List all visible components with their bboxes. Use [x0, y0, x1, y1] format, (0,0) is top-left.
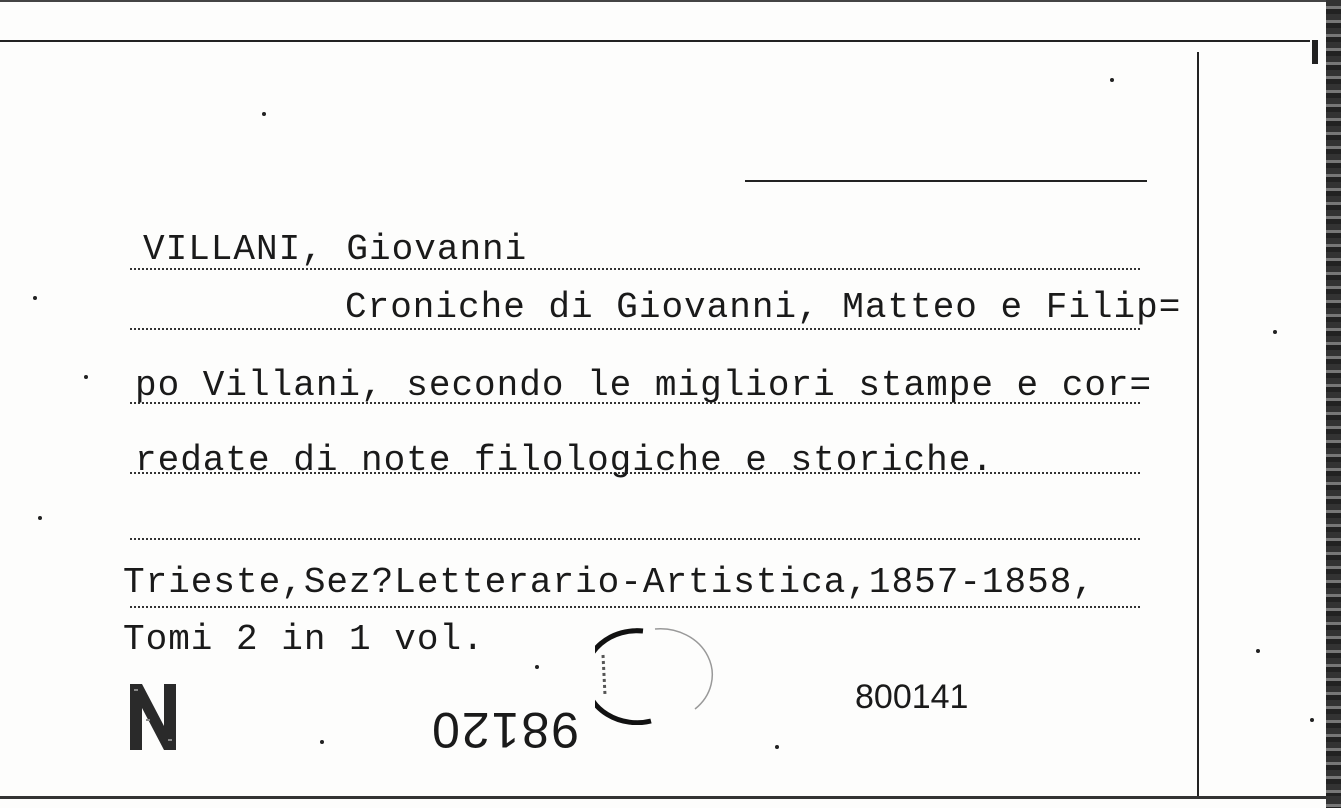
scan-edge-top [0, 0, 1341, 2]
scan-speck [84, 375, 88, 379]
scan-speck [1110, 78, 1114, 82]
imprint-line: Trieste,Sez?Letterario-Artistica,1857-1858, [123, 562, 1095, 603]
scan-speck [775, 745, 779, 749]
stamp-circle [595, 625, 715, 725]
card-corner-mark [1312, 40, 1318, 64]
stamp-letter-n [124, 680, 182, 752]
scan-speck [38, 516, 42, 520]
scan-edge-bottom [0, 796, 1341, 799]
card-top-rule [0, 40, 1310, 42]
ruled-line [130, 328, 1140, 330]
scan-speck [262, 112, 266, 116]
title-line-2: po Villani, secondo le migliori stampe e cor= [135, 365, 1153, 406]
scan-speck [320, 740, 324, 744]
stamp-number-inverted: 98120 [430, 702, 580, 758]
scan-speck [1273, 330, 1277, 334]
extent-line: Tomi 2 in 1 vol. [123, 619, 485, 660]
author-heading: VILLANI, Giovanni [143, 229, 528, 270]
call-number-rule [745, 180, 1147, 182]
scan-speck [1256, 649, 1260, 653]
ruled-line [130, 606, 1140, 608]
scan-speck [535, 665, 539, 669]
scan-speck [33, 296, 37, 300]
title-line-1: Croniche di Giovanni, Matteo e Filip= [345, 287, 1182, 328]
scan-edge-right [1326, 0, 1341, 808]
scan-speck [1310, 718, 1314, 722]
card-right-rule [1197, 52, 1199, 797]
title-line-3: redate di note filologiche e storiche. [135, 440, 994, 481]
ruled-line [130, 538, 1140, 540]
inventory-number: 800141 [855, 678, 969, 716]
